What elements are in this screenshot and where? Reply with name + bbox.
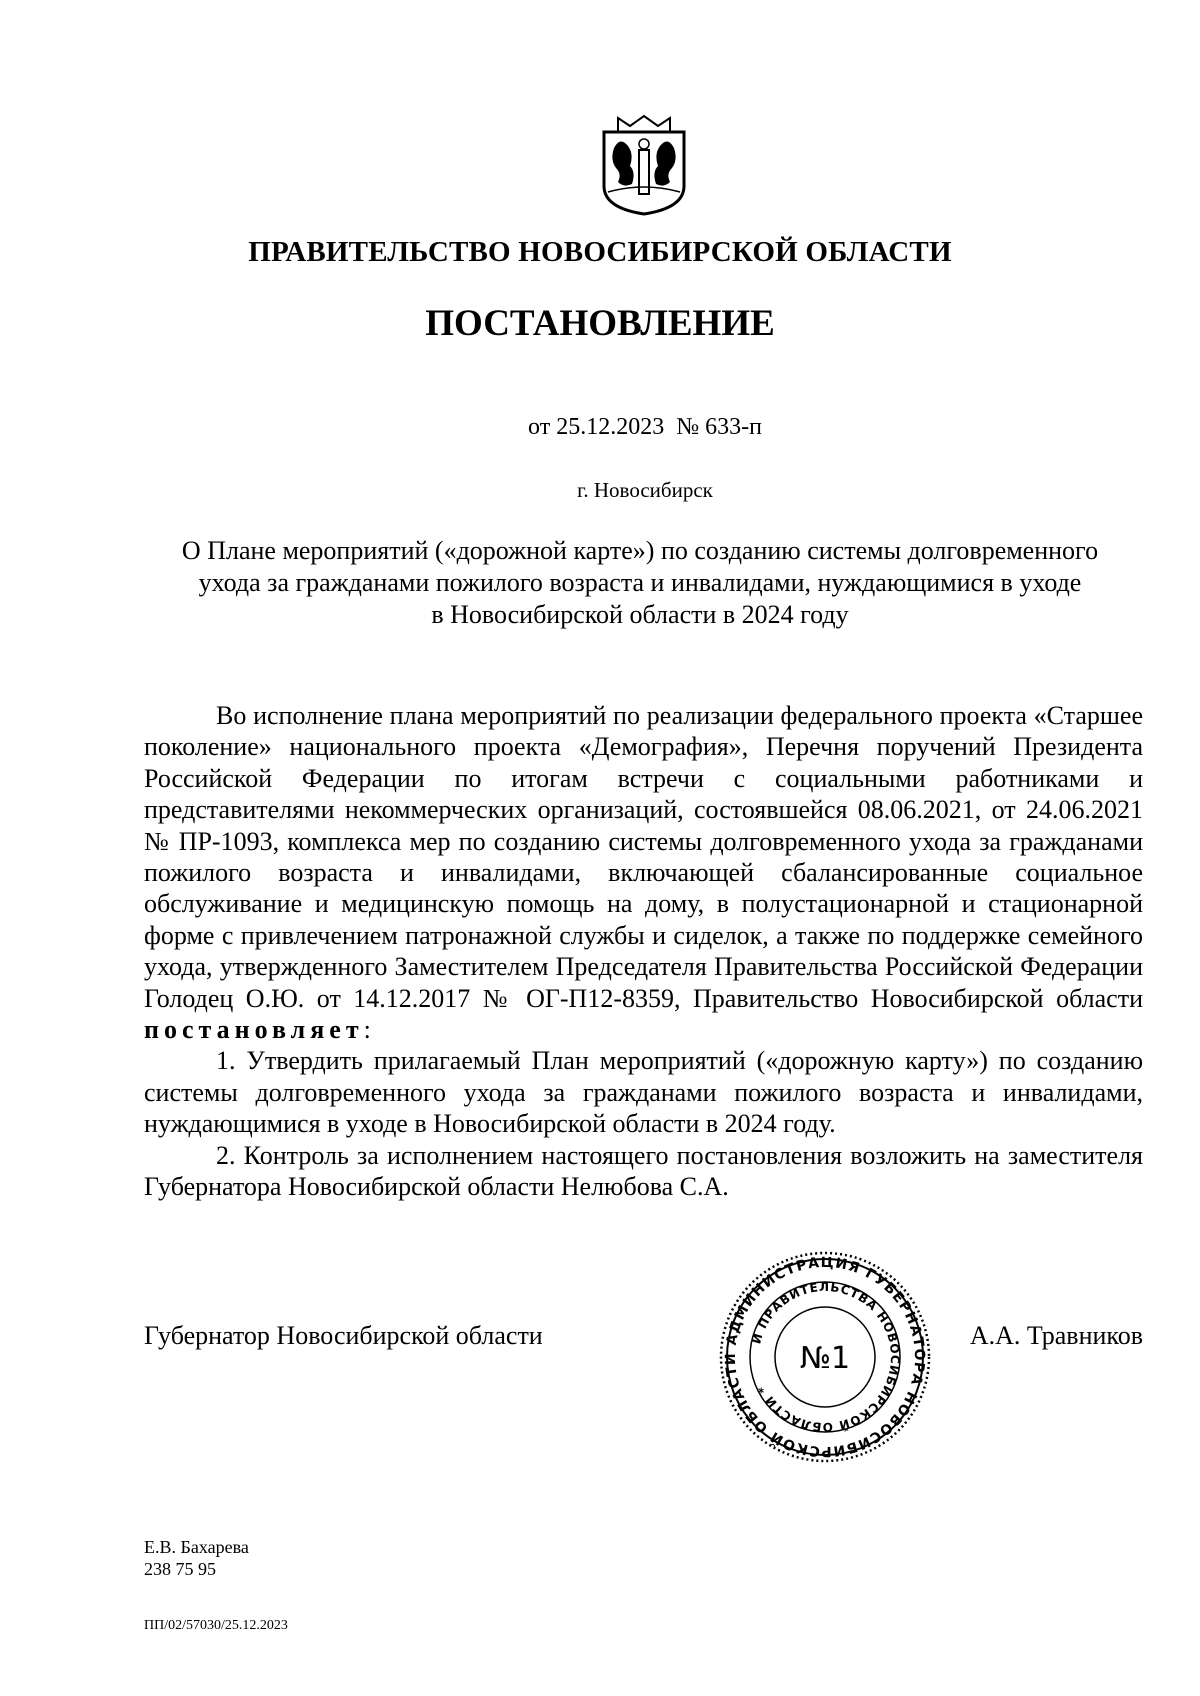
- preamble-paragraph: [144, 700, 1143, 1045]
- document-type: ПОСТАНОВЛЕНИЕ: [425, 303, 775, 344]
- resolves-word: постановляет: [144, 1015, 364, 1045]
- government-title: ПРАВИТЕЛЬСТВО НОВОСИБИРСКОЙ ОБЛАСТИ: [248, 236, 952, 268]
- subject-line: ухода за гражданами пожилого возраста и инвалидами, нуждающимися в уходе: [198, 568, 1082, 597]
- document-date-number: от 25.12.2023 № 633-п: [528, 414, 762, 440]
- svg-text:АДМИНИСТРАЦИЯ ГУБЕРНАТОРА НОВО: АДМИНИСТРАЦИЯ ГУБЕРНАТОРА НОВОСИБИРСКОЙ ОБЛАСТИ: [722, 1254, 928, 1460]
- signatory-name: А.А. Травников: [969, 1321, 1143, 1350]
- preamble-text: Во исполнение плана мероприятий по реализации федерального проекта «Старшее поколение» национального проекта «Демография», Перечня поручений Президента Российской Федерации по итогам встречи с социальными работниками и представителями некоммерческих организаций, состоявшейся 08.06.2021, от 24.06.2021 № ПР-1093, комплекса мер по созданию системы долговременного ухода за гражданами пожилого возраста и инвалидами, включающей сбалансированные социальное обслуживание и медицинскую помощь на дому, в полустационарной и стационарной форме с привлечением патронажной службы и сиделок, а также по поддержке семейного ухода, утвержденного Заместителем Председателя Правительства Российской Федерации Голодец О.Ю. от 14.12.2017 № ОГ-П12-8359, Правительство Новосибирской области: [144, 701, 1143, 1013]
- svg-text:№1: №1: [799, 1341, 851, 1376]
- document-subject: [140, 535, 1140, 631]
- document-city: г. Новосибирск: [577, 478, 713, 502]
- svg-text:И ПРАВИТЕЛЬСТВА НОВОСИБИРСКОЙ: И ПРАВИТЕЛЬСТВА НОВОСИБИРСКОЙ ОБЛАСТИ *: [749, 1279, 903, 1435]
- resolves-colon: :: [363, 1015, 371, 1045]
- document-registration-code: ПП/02/57030/25.12.2023: [144, 1618, 288, 1633]
- resolution-item-2: 2. Контроль за исполнением настоящего постановления возложить на заместителя Губернатора Новосибирской области Нелюбова С.А.: [144, 1140, 1143, 1202]
- official-seal-stamp: [718, 1250, 932, 1464]
- subject-line: О Плане мероприятий («дорожной карте») по созданию системы долговременного: [181, 536, 1099, 565]
- subject-line: в Новосибирской области в 2024 году: [431, 600, 849, 629]
- coat-of-arms-icon: [600, 112, 688, 216]
- executor-name: Е.В. Бахарева: [144, 1537, 249, 1557]
- resolution-item-1: 1. Утвердить прилагаемый План мероприятий («дорожную карту») по созданию системы долговременного ухода за гражданами пожилого возраста и инвалидами, нуждающимися в уходе в Новосибирской области в 2024 году.: [144, 1046, 1143, 1139]
- document-body: [144, 700, 1143, 1203]
- signatory-position: Губернатор Новосибирской области: [144, 1321, 543, 1350]
- executor-phone: 238 75 95: [144, 1559, 216, 1579]
- executor-info: [144, 1536, 249, 1580]
